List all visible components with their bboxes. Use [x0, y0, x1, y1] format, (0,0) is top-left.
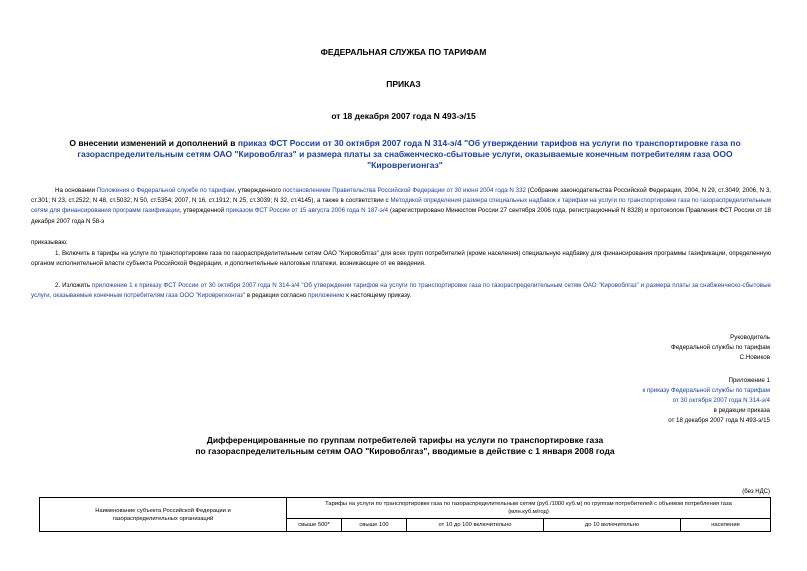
order-word: приказываю: — [31, 239, 68, 246]
agency-name: ФЕДЕРАЛЬНАЯ СЛУЖБА ПО ТАРИФАМ — [320, 47, 487, 57]
order-item-2 — [31, 281, 771, 301]
vat-note: (без НДС) — [742, 489, 770, 495]
table-row — [40, 498, 771, 519]
signature-name: С.Новиков — [739, 354, 770, 362]
document-date-number: от 18 декабря 2007 года N 493-э/15 — [331, 111, 476, 121]
table-subheader-cell: свыше 500* — [287, 519, 342, 532]
item2-text: 2. Изложить — [55, 282, 92, 289]
preamble-paragraph — [31, 186, 771, 227]
appendix-link[interactable]: приложению — [307, 292, 345, 300]
signature-block — [560, 333, 770, 364]
header-text: (млн.куб.м/год) — [508, 509, 549, 515]
header-text: Наименование субъекта Российской Федерации и — [95, 507, 231, 514]
appendix-date-link[interactable]: от 30 октября 2007 года N 314-э/4 — [672, 397, 770, 404]
signature-agency: Федеральной службы по тарифам — [671, 344, 770, 352]
document-type: ПРИКАЗ — [386, 79, 421, 89]
header-text: Тарифы на услуги по транспортировке газа по газораспределительным сетям (руб./1000 куб.м) по группам потребителей с объемом потребления газа — [325, 501, 732, 507]
preamble-text: (Собрание законодательства Российской Федерации, 2004, N 29, ст.3049; 2006, N 3, ст.301; N 23, ст.2522; N 48, ст.5032; N 50, ст.5354; 2007, N 16, ст.1912; N 25, ст.3039; N 32, ст.4145), а также в соответствии с — [31, 187, 771, 205]
government-decree-link[interactable]: постановлением Правительства Российской Федерации от 30 июня 2004 года N 332 — [282, 187, 526, 194]
appendix-header — [560, 376, 770, 426]
table-header-cell — [40, 498, 287, 532]
item2-text: в редакции согласно — [245, 292, 308, 300]
table-title — [60, 435, 750, 457]
methodology-link[interactable]: Методикой определения размера специальных надбавок к тарифам на услуги по транспортировке газа по газораспределительным сетям для финансирования программ газификации — [31, 197, 771, 215]
item2-text: к настоящему приказу. — [344, 292, 412, 300]
table-header-cell — [287, 498, 771, 519]
appendix-order-link[interactable]: приложение 1 к приказу ФСТ России от 30 октября 2007 года N 314-э/4 "Об утверждении тарифов на услуги по транспортировке газа по газораспределительным сетям ОАО "Кировоблгаз" и размера платы за снабженческо-сбытовые услуги, оказываемые конечным потребителям газа ООО "Кироврегионгаз" — [31, 282, 771, 300]
preamble-text: , утвержденного — [234, 187, 283, 194]
preamble-text: На основании — [55, 187, 97, 194]
table-subheader-cell: от 10 до 100 включительно — [407, 519, 544, 532]
title-prefix: О внесении изменений и дополнений в — [69, 138, 238, 148]
table-title-line: по газораспределительным сетям ОАО "Кировоблгаз", вводимые в действие с 1 января 2008 года — [195, 446, 615, 456]
table-subheader-cell: до 10 включительно — [544, 519, 681, 532]
title-order-link[interactable]: приказ ФСТ России от 30 октября 2007 года N 314-э/4 "Об утверждении тарифов на услуги по транспортировке газа по газораспределительным сетям ОАО "Кировоблгаз" и размера платы за снабженческо-сбытовые услуги, оказываемые конечным потребителям газа ООО "Кироврегионгаз" — [77, 138, 741, 170]
signature-title: Руководитель — [730, 334, 770, 341]
table-subheader-cell: население — [681, 519, 771, 532]
fst-order-link[interactable]: приказом ФСТ России от 15 августа 2006 года N 187-э/4 — [225, 207, 389, 215]
tariff-table — [39, 497, 771, 532]
table-title-line: Дифференцированные по группам потребителей тарифы на услуги по транспортировке газа — [206, 435, 604, 445]
order-item-1: 1. Включить в тарифы на услуги по транспортировке газа по газораспределительным сетям ОАО "Кировоблгаз" для всех групп потребителей (кроме населения) специальную надбавку для финансирования программы газификации, определенную органом исполнительной власти субъекта Российской Федерации, и дополнительные налоговые платежи, возникающие от ее введения. — [31, 250, 771, 268]
preamble-text: (зарегистрировано Минюстом России 27 сентября 2006 года, регистрационный N 8328) и протоколом Правления ФСТ России от 18 декабря 2007 года N 58-э — [31, 207, 771, 225]
preamble-text: , утвержденной — [179, 207, 226, 215]
appendix-number: Приложение 1 — [728, 377, 770, 384]
table-subheader-cell: свыше 100 — [342, 519, 407, 532]
document-title — [60, 138, 750, 171]
appendix-agency-link[interactable]: к приказу Федеральной службы по тарифам — [642, 387, 770, 394]
appendix-revision: в редакции приказа — [713, 407, 770, 414]
regulation-link[interactable]: Положения о Федеральной службе по тарифам — [96, 187, 235, 194]
appendix-revision-date: от 18 декабря 2007 года N 493-э/15 — [668, 417, 770, 424]
header-text: газораспределительных организаций — [112, 515, 214, 522]
